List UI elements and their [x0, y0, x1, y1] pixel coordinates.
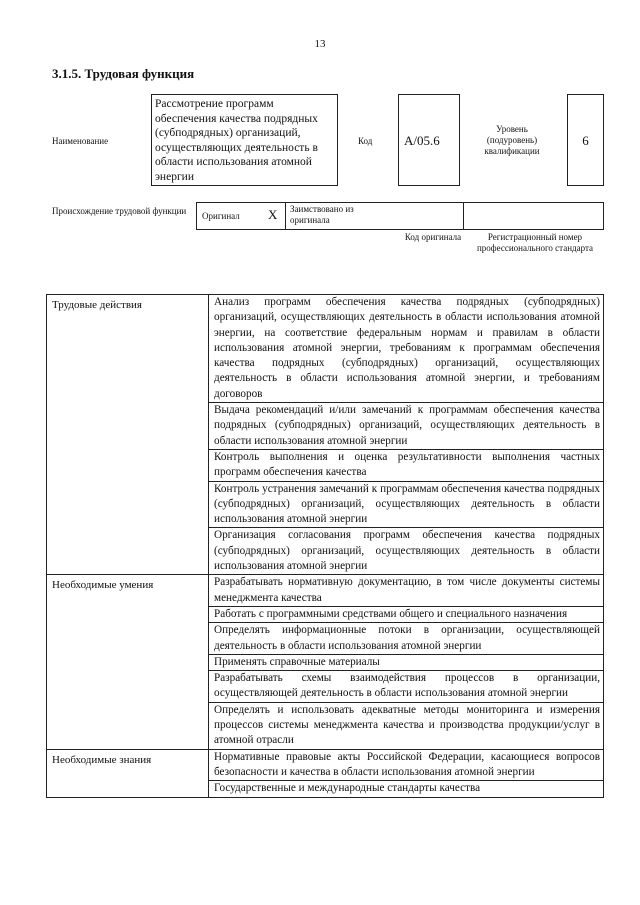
- registration-number-caption: Регистрационный номер профессионального стандарта: [476, 232, 594, 253]
- list-item: Контроль устранения замечаний к программам обеспечения качества подрядных (субподрядных) организаций, осуществляющих деятельность в области использования атомной энергии: [209, 481, 604, 528]
- function-details-table: [46, 294, 604, 798]
- page-number: 13: [314, 38, 326, 50]
- origin-divider: [285, 202, 286, 230]
- list-item: Применять справочные материалы: [209, 654, 604, 670]
- list-item: Определять и использовать адекватные методы мониторинга и измерения процессов системы менеджмента качества и производства продукции/услуг в атомной отрасли: [209, 702, 604, 749]
- list-item: Нормативные правовые акты Российской Федерации, касающиеся вопросов безопасности и качества в области использования атомной энергии: [209, 749, 604, 781]
- category-required-skills: Необходимые умения: [47, 575, 209, 749]
- name-label: Наименование: [52, 136, 109, 146]
- code-label: Код: [358, 136, 373, 146]
- list-item: Определять информационные потоки в организации, осуществляющей деятельность в области использования атомной энергии: [209, 623, 604, 655]
- list-item: Выдача рекомендаций и/или замечаний к программам обеспечения качества подрядных (субподрядных) организаций, осуществляющих деятельность в области использования атомной энергии: [209, 403, 604, 450]
- list-item: Анализ программ обеспечения качества подрядных (субподрядных) организаций, осуществляющих деятельность в области использования атомной энергии, на соответствие федеральным нормам и правилам в области использования атомной энергии, требованиям к программам обеспечения качества подрядных (субподрядных) организаций, осуществляющих деятельность в области использования атомной энергии, и требованиям договоров: [209, 295, 604, 403]
- function-name-value: Рассмотрение программ обеспечения качества подрядных (субподрядных) организаций, осуществляющих деятельность в области использования атомной энергии: [151, 94, 338, 186]
- table-row: [47, 749, 604, 781]
- qualification-level-value: 6: [567, 94, 604, 186]
- table-row: [47, 575, 604, 607]
- list-item: Работать с программными средствами общего и специального назначения: [209, 606, 604, 622]
- qualification-level-label: Уровень (подуровень) квалификации: [484, 124, 540, 156]
- borrowed-option: Заимствовано из оригинала: [290, 204, 354, 225]
- category-labor-actions: Трудовые действия: [47, 295, 209, 575]
- function-code-value: A/05.6: [398, 94, 460, 186]
- list-item: Государственные и международные стандарты качества: [209, 781, 604, 797]
- section-title: 3.1.5. Трудовая функция: [52, 66, 195, 81]
- origin-divider: [463, 202, 464, 230]
- original-check-mark: X: [268, 207, 278, 222]
- category-required-knowledge: Необходимые знания: [47, 749, 209, 797]
- list-item: Разрабатывать схемы взаимодействия процессов в организации, осуществляющей деятельность в области использования атомной энергии: [209, 671, 604, 703]
- original-option: Оригинал: [202, 211, 240, 221]
- table-row: [47, 295, 604, 403]
- original-code-caption: Код оригинала: [404, 232, 462, 242]
- list-item: Организация согласования программ обеспечения качества подрядных (субподрядных) организаций, осуществляющих деятельность в области использования атомной энергии: [209, 528, 604, 575]
- origin-box: [196, 202, 604, 230]
- list-item: Разрабатывать нормативную документацию, в том числе документы системы менеджмента качества: [209, 575, 604, 607]
- list-item: Контроль выполнения и оценка результативности выполнения частных программ обеспечения качества: [209, 449, 604, 481]
- origin-label: Происхождение трудовой функции: [52, 206, 187, 216]
